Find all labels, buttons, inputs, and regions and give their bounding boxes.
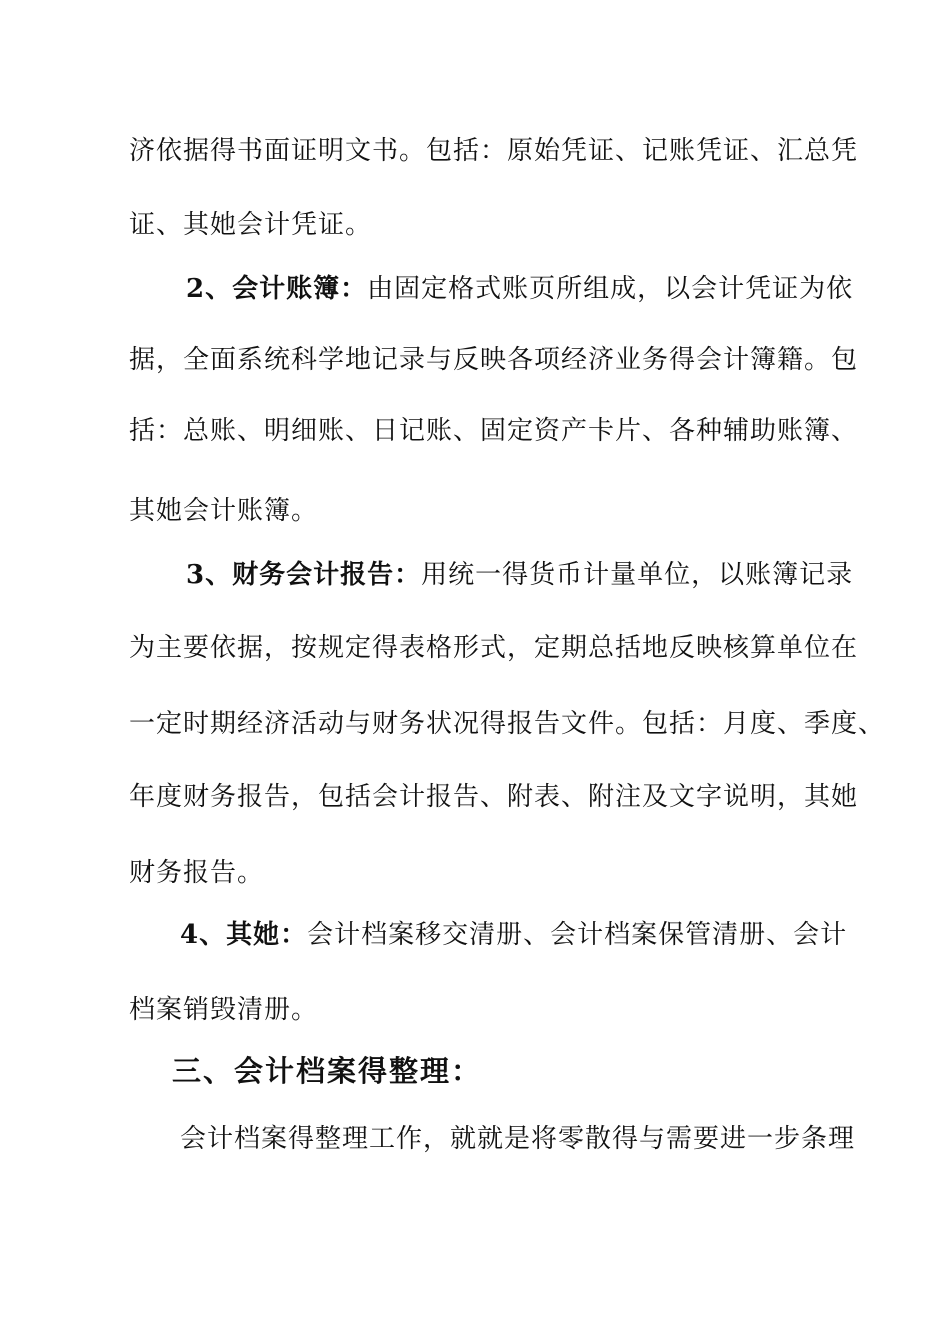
text-line: 一定时期经济活动与财务状况得报告文件。包括：月度、季度、 [129, 709, 886, 739]
item-3-text: 用统一得货币计量单位，以账簿记录 [421, 560, 854, 590]
item-3-label: 3、财务会计报告： [186, 560, 422, 590]
text-line: 括：总账、明细账、日记账、固定资产卡片、各种辅助账簿、 [129, 416, 859, 446]
item-2-label: 2、会计账簿： [186, 274, 368, 304]
paragraph-line [186, 558, 853, 592]
text-line: 档案销毁清册。 [129, 995, 319, 1025]
text-line: 证、其她会计凭证。 [129, 210, 373, 240]
section-heading: 三、会计档案得整理： [172, 1054, 483, 1088]
text-line: 财务报告。 [129, 858, 265, 888]
item-4-label: 4、其她： [180, 920, 308, 950]
item-4-text: 会计档案移交清册、会计档案保管清册、会计 [307, 920, 848, 950]
text-line: 年度财务报告，包括会计报告、附表、附注及文字说明，其她 [129, 782, 859, 812]
text-line: 据，全面系统科学地记录与反映各项经济业务得会计簿籍。包 [129, 345, 859, 375]
paragraph-line [186, 272, 853, 306]
item-2-text: 由固定格式账页所组成，以会计凭证为依 [367, 274, 854, 304]
text-line: 会计档案得整理工作，就就是将零散得与需要进一步条理 [180, 1124, 856, 1154]
text-line: 其她会计账簿。 [129, 496, 319, 526]
text-line: 为主要依据，按规定得表格形式，定期总括地反映核算单位在 [129, 633, 859, 663]
paragraph-line [180, 918, 847, 952]
text-line: 济依据得书面证明文书。包括：原始凭证、记账凭证、汇总凭 [129, 136, 859, 166]
